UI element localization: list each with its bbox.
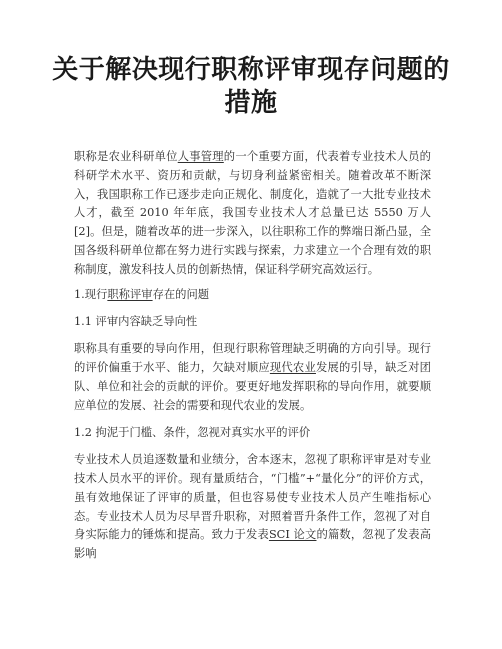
link-modern-agriculture[interactable]: 现代农业	[269, 360, 316, 374]
paragraph-text: 专业技术人员追逐数量和业绩分，舍本逐末，忽视了职称评审是对专业技术人员水平的评价。现有量质结合，“门槛”+“量化分”的评价方式，虽有效地保证了评审的质量，但也容易使专业技术人员产生唯指标心态。专业技术人员为尽早晋升职称，对照着晋升条件工作，忽视了对自身实际能力的锤炼和提高。致力于发表	[74, 453, 431, 542]
link-sci-papers[interactable]: SCI 论文	[268, 528, 317, 542]
paragraph-text: 的一个重要方面，代表着专业技术人员的科研学术水平、资历和贡献，与切身利益紧密相关。随着改革不断深入，我国职称工作已逐步走向正规化、制度化，造就了一大批专业技术人才，截至 2010 年年底，我国专业技术人才总量已达 5550 万人[2]。但是，随着改革的进一步深入，以往职称工作的弊端日渐凸显，全国各级科研单位都在努力进行实践与探索，力求建立一个合理有效的职称制度，激发科技人员的创新热情，保证科学研究高效运行。	[74, 150, 431, 276]
link-personnel-management[interactable]: 人事管理	[177, 150, 224, 163]
heading-text: 存在的问题	[152, 287, 210, 301]
heading-text: 1.现行	[74, 287, 108, 301]
document-body	[74, 148, 431, 564]
document-title: 关于解决现行职称评审现存问题的措施	[52, 55, 450, 118]
paragraph-intro	[74, 148, 431, 280]
paragraph-text: 的篇数，忽视了发表高影响	[74, 528, 431, 561]
subsection-heading-1-1: 1.1 评审内容缺乏导向性	[74, 315, 198, 329]
paragraph-text: 发展的引导，缺乏对团队、单位和社会的贡献的评价。要更好地发挥职称的导向作用，就要顺应单位的发展、社会的需要和现代农业的发展。	[74, 360, 431, 412]
paragraph-guidance	[74, 340, 431, 415]
section-heading-1	[74, 286, 431, 305]
paragraph-text: 职称是农业科研单位	[74, 150, 178, 163]
subsection-heading-1-2: 1.2 拘泥于门槛、条件，忽视对真实水平的评价	[74, 426, 311, 440]
paragraph-threshold	[74, 451, 431, 564]
paragraph-text: 职称具有重要的导向作用，但现行职称管理缺乏明确的方向引导。现行的评价偏重于水平、能力，欠缺对顺应	[74, 342, 431, 374]
link-title-review[interactable]: 职称评审	[107, 287, 153, 301]
